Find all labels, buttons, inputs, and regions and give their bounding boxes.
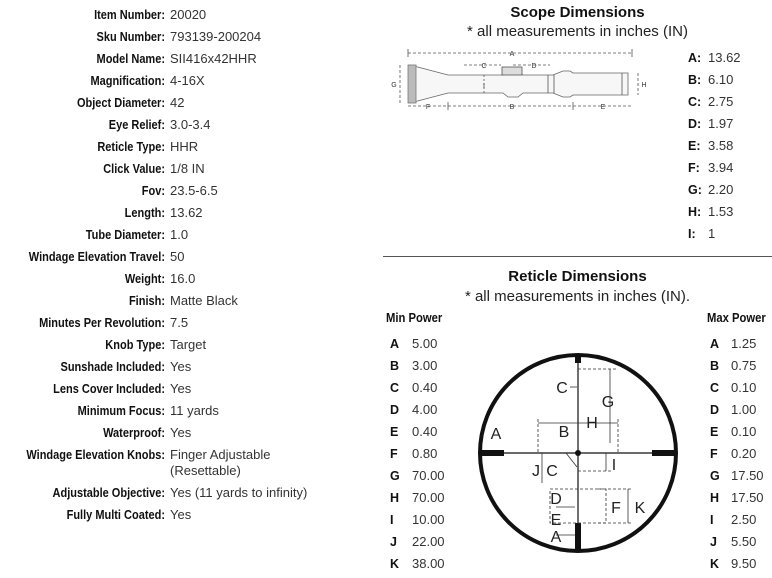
min-power-heading: Min Power — [386, 311, 443, 325]
scope-dimension-value: 13.62 — [708, 50, 741, 65]
spec-value: Yes — [170, 359, 192, 374]
scope-dimension-row — [688, 160, 768, 182]
spec-row — [0, 401, 380, 423]
reticle-dimension-letter: F — [710, 447, 718, 461]
spec-value: SII416x42HHR — [170, 51, 257, 66]
spec-row — [0, 27, 380, 49]
reticle-dimension-letter: H — [390, 491, 400, 505]
reticle-dimension-letter: F — [390, 447, 398, 461]
reticle-dimension-value: 0.10 — [731, 380, 757, 395]
max-power-row — [710, 358, 772, 380]
spec-row — [0, 505, 380, 527]
min-power-row — [390, 402, 460, 424]
max-power-heading: Max Power — [707, 311, 766, 325]
reticle-dimension-value: 2.50 — [731, 512, 757, 527]
reticle-dimension-value: 38.00 — [412, 556, 445, 571]
spec-value: 16.0 — [170, 271, 196, 286]
max-power-row — [710, 336, 772, 358]
spec-value: 23.5-6.5 — [170, 183, 218, 198]
reticle-dimension-letter: E — [390, 425, 399, 439]
reticle-dimension-value: 0.40 — [412, 424, 438, 439]
spec-label: Knob Type: — [105, 338, 165, 352]
reticle-label-a-low: A — [550, 529, 562, 546]
scope-dimension-row — [688, 50, 768, 72]
reticle-dimension-letter: D — [710, 403, 720, 417]
spec-row — [0, 137, 380, 159]
spec-value: 7.5 — [170, 315, 189, 330]
reticle-dimension-letter: K — [710, 557, 720, 571]
spec-value: 4-16X — [170, 73, 205, 88]
scope-label-h: H — [641, 82, 647, 89]
reticle-dimension-value: 22.00 — [412, 534, 445, 549]
reticle-dimension-value: 17.50 — [731, 468, 764, 483]
min-power-row — [390, 358, 460, 380]
reticle-dimension-letter: B — [390, 359, 400, 373]
reticle-dimension-value: 1.25 — [731, 336, 757, 351]
spec-value: Target — [170, 337, 207, 352]
reticle-dimension-letter: B — [710, 359, 720, 373]
max-power-row — [710, 380, 772, 402]
reticle-label-c-top: C — [556, 380, 568, 397]
spec-label: Waterproof: — [103, 426, 165, 440]
reticle-dimension-letter: A — [390, 337, 400, 351]
spec-label: Minimum Focus: — [77, 404, 165, 418]
spec-row — [0, 445, 380, 483]
scope-label-g: G — [391, 82, 397, 89]
scope-dimensions-list — [688, 50, 768, 248]
scope-dimension-value: 1.97 — [708, 116, 734, 131]
reticle-label-d: D — [550, 491, 562, 508]
spec-value: 1.0 — [170, 227, 189, 242]
scope-dimension-letter: D: — [688, 117, 702, 131]
spec-row — [0, 423, 380, 445]
spec-label: Magnification: — [90, 74, 165, 88]
min-power-row — [390, 490, 460, 512]
scope-label-e: E — [600, 104, 606, 111]
spec-value: HHR — [170, 139, 199, 154]
reticle-dimension-value: 5.00 — [412, 336, 438, 351]
scope-dimension-row — [688, 138, 768, 160]
scope-dimension-letter: A: — [688, 51, 702, 65]
scope-label-d: D — [531, 63, 537, 70]
spec-value: 1/8 IN — [170, 161, 205, 176]
reticle-dimension-value: 5.50 — [731, 534, 757, 549]
scope-dimension-letter: H: — [688, 205, 702, 219]
spec-row — [0, 357, 380, 379]
spec-label: Finish: — [128, 294, 165, 308]
spec-value: Yes — [170, 381, 192, 396]
reticle-dimension-letter: G — [390, 469, 400, 483]
spec-row — [0, 115, 380, 137]
scope-dimension-row — [688, 72, 768, 94]
reticle-label-k: K — [634, 500, 646, 517]
max-power-row — [710, 402, 772, 424]
min-power-row — [390, 336, 460, 358]
reticle-label-c-low: C — [546, 463, 558, 480]
scope-label-c: C — [481, 63, 487, 70]
min-power-list — [390, 336, 460, 578]
scope-dimension-row — [688, 204, 768, 226]
reticle-dimension-letter: I — [710, 513, 714, 527]
reticle-dimension-letter: D — [390, 403, 400, 417]
spec-value: Matte Black — [170, 293, 238, 308]
spec-label: Eye Relief: — [108, 118, 165, 132]
reticle-label-a-top: A — [490, 426, 502, 443]
reticle-dimension-value: 0.10 — [731, 424, 757, 439]
spec-row — [0, 483, 380, 505]
spec-row — [0, 225, 380, 247]
reticle-label-j: J — [532, 463, 540, 480]
scope-dimension-letter: I: — [688, 227, 696, 241]
max-power-row — [710, 512, 772, 534]
spec-label: Fully Multi Coated: — [66, 508, 165, 522]
spec-row — [0, 247, 380, 269]
spec-row — [0, 181, 380, 203]
spec-label: Sku Number: — [96, 30, 165, 44]
min-power-row — [390, 512, 460, 534]
max-power-row — [710, 490, 772, 512]
reticle-label-h: H — [586, 415, 598, 432]
scope-dimension-row — [688, 94, 768, 116]
min-power-row — [390, 380, 460, 402]
scope-dimensions-note: * all measurements in inches (IN) — [467, 23, 688, 40]
spec-label: Reticle Type: — [97, 140, 165, 154]
min-power-row — [390, 534, 460, 556]
spec-label: Model Name: — [96, 52, 165, 66]
reticle-dimension-value: 9.50 — [731, 556, 757, 571]
spec-label: Minutes Per Revolution: — [39, 316, 166, 330]
reticle-dimension-value: 17.50 — [731, 490, 764, 505]
spec-row — [0, 5, 380, 27]
reticle-diagram — [478, 349, 678, 571]
reticle-dimension-letter: J — [710, 535, 717, 549]
reticle-dimension-value: 70.00 — [412, 490, 445, 505]
spec-row — [0, 49, 380, 71]
max-power-list — [710, 336, 772, 578]
reticle-dimension-letter: K — [390, 557, 400, 571]
reticle-dimension-value: 1.00 — [731, 402, 757, 417]
max-power-row — [710, 534, 772, 556]
scope-dimension-letter: G: — [688, 183, 702, 197]
reticle-dimensions-note: * all measurements in inches (IN). — [464, 288, 691, 305]
spec-value: Yes — [170, 507, 192, 522]
scope-label-f: F — [425, 104, 431, 111]
reticle-dimension-letter: A — [710, 337, 720, 351]
spec-label: Weight: — [124, 272, 165, 286]
scope-label-i: I — [483, 83, 485, 90]
scope-dimension-letter: B: — [688, 73, 702, 87]
reticle-dimension-value: 4.00 — [412, 402, 438, 417]
scope-label-a: A — [509, 51, 515, 58]
reticle-label-g: G — [601, 394, 615, 411]
spec-label: Length: — [124, 206, 165, 220]
min-power-row — [390, 446, 460, 468]
reticle-dimension-value: 3.00 — [412, 358, 438, 373]
reticle-dimension-value: 0.40 — [412, 380, 438, 395]
scope-dimension-row — [688, 116, 768, 138]
reticle-dimension-letter: I — [390, 513, 394, 527]
max-power-row — [710, 468, 772, 490]
specifications-list — [0, 5, 380, 527]
spec-label: Click Value: — [103, 162, 165, 176]
scope-dimension-row — [688, 226, 768, 248]
spec-value: 13.62 — [170, 205, 203, 220]
scope-dimension-letter: E: — [688, 139, 701, 153]
spec-row — [0, 269, 380, 291]
scope-dimensions-title: Scope Dimensions — [510, 4, 645, 21]
reticle-label-e: E — [550, 512, 562, 529]
spec-value: 3.0-3.4 — [170, 117, 211, 132]
max-power-row — [710, 556, 772, 578]
spec-row — [0, 93, 380, 115]
spec-row — [0, 203, 380, 225]
spec-row — [0, 71, 380, 93]
min-power-row — [390, 468, 460, 490]
spec-value: 793139-200204 — [170, 29, 262, 44]
spec-row — [0, 335, 380, 357]
min-power-row — [390, 424, 460, 446]
scope-dimension-value: 6.10 — [708, 72, 734, 87]
scope-dimension-value: 3.94 — [708, 160, 734, 175]
reticle-dimension-value: 0.75 — [731, 358, 757, 373]
reticle-dimension-letter: J — [390, 535, 397, 549]
reticle-label-f: F — [611, 500, 621, 517]
reticle-label-b: B — [558, 424, 570, 441]
spec-value: 11 yards — [170, 403, 219, 418]
spec-value: Finger Adjustable (Resettable) — [170, 447, 271, 478]
min-power-row — [390, 556, 460, 578]
spec-row — [0, 313, 380, 335]
spec-value: 50 — [170, 249, 185, 264]
scope-dimension-value: 3.58 — [708, 138, 734, 153]
reticle-dimension-value: 0.20 — [731, 446, 757, 461]
max-power-row — [710, 446, 772, 468]
spec-value: Yes — [170, 425, 192, 440]
spec-row — [0, 291, 380, 313]
max-power-row — [710, 424, 772, 446]
spec-value: Yes (11 yards to infinity) — [170, 485, 308, 500]
scope-dimension-value: 1.53 — [708, 204, 734, 219]
scope-dimension-row — [688, 182, 768, 204]
spec-label: Windage Elevation Travel: — [28, 250, 166, 264]
spec-label: Windage Elevation Knobs: — [26, 448, 165, 462]
reticle-dimension-value: 10.00 — [412, 512, 445, 527]
scope-diagram — [388, 45, 648, 115]
reticle-dimension-letter: H — [710, 491, 720, 505]
scope-dimension-value: 1 — [708, 226, 716, 241]
reticle-dimension-letter: C — [390, 381, 400, 395]
scope-dimension-letter: C: — [688, 95, 702, 109]
spec-label: Adjustable Objective: — [52, 486, 165, 500]
reticle-dimension-letter: C — [710, 381, 720, 395]
reticle-dimension-value: 0.80 — [412, 446, 438, 461]
spec-label: Fov: — [141, 184, 165, 198]
spec-value: 20020 — [170, 7, 207, 22]
spec-label: Lens Cover Included: — [53, 382, 165, 396]
spec-label: Tube Diameter: — [85, 228, 165, 242]
reticle-dimension-value: 70.00 — [412, 468, 445, 483]
spec-label: Object Diameter: — [76, 96, 165, 110]
scope-dimension-value: 2.75 — [708, 94, 734, 109]
reticle-label-i: I — [611, 457, 617, 474]
scope-dimension-letter: F: — [688, 161, 700, 175]
scope-label-b: B — [509, 104, 515, 111]
spec-value: 42 — [170, 95, 185, 110]
reticle-dimensions-title: Reticle Dimensions — [508, 268, 647, 285]
section-divider — [383, 256, 772, 257]
spec-row — [0, 159, 380, 181]
reticle-dimension-letter: E — [710, 425, 719, 439]
spec-row — [0, 379, 380, 401]
spec-label: Item Number: — [94, 8, 165, 22]
scope-dimension-value: 2.20 — [708, 182, 734, 197]
spec-label: Sunshade Included: — [60, 360, 165, 374]
reticle-dimension-letter: G — [710, 469, 720, 483]
